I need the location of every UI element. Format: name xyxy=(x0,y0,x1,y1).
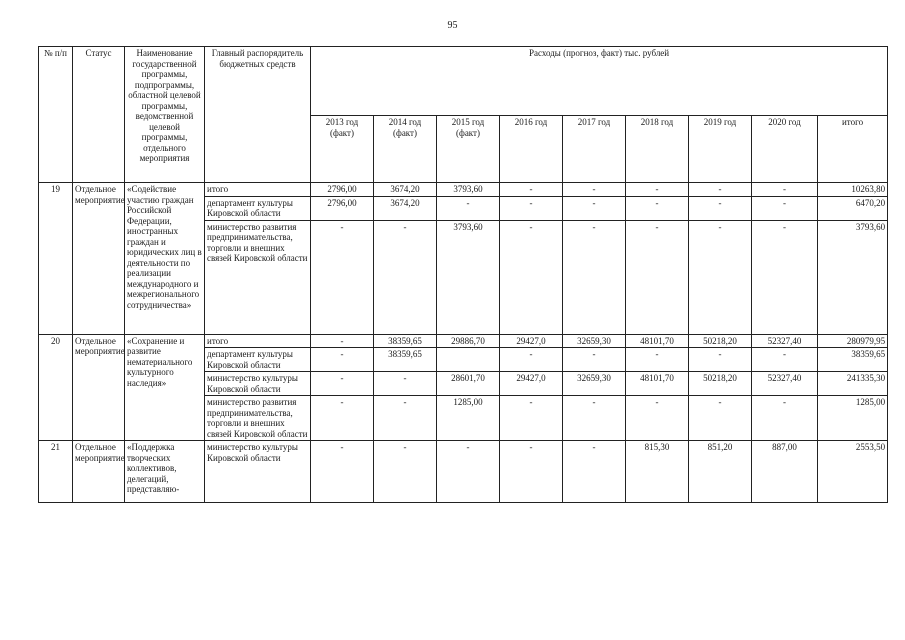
header-expenses: Расходы (прогноз, факт) тыс. рублей xyxy=(311,47,888,116)
cell-value: 38359,65 xyxy=(374,334,437,348)
cell-value: 3793,60 xyxy=(437,220,500,334)
cell-total: 10263,80 xyxy=(818,183,888,197)
cell-total: 1285,00 xyxy=(818,396,888,441)
cell-value xyxy=(437,348,500,372)
cell-value: - xyxy=(563,348,626,372)
cell-value: 48101,70 xyxy=(626,372,689,396)
row-status: Отдельное мероприятие xyxy=(73,441,125,503)
cell-value: - xyxy=(311,334,374,348)
cell-value: - xyxy=(752,396,818,441)
cell-value: - xyxy=(626,196,689,220)
cell-value: - xyxy=(689,348,752,372)
cell-value: - xyxy=(689,196,752,220)
row-admin: министерство культуры Кировской области xyxy=(205,441,311,503)
cell-value: - xyxy=(689,220,752,334)
cell-value: 851,20 xyxy=(689,441,752,503)
cell-value: - xyxy=(374,441,437,503)
cell-value: - xyxy=(311,372,374,396)
cell-value: 1285,00 xyxy=(437,396,500,441)
cell-value: - xyxy=(689,183,752,197)
cell-value: 52327,40 xyxy=(752,334,818,348)
header-year: 2014 год (факт) xyxy=(374,116,437,183)
cell-value: 2796,00 xyxy=(311,196,374,220)
cell-total: 6470,20 xyxy=(818,196,888,220)
cell-value: - xyxy=(311,441,374,503)
row-name: «Сохранение и развитие нематериального культурного наследия» xyxy=(125,334,205,441)
cell-value: 52327,40 xyxy=(752,372,818,396)
header-year: 2019 год xyxy=(689,116,752,183)
row-status: Отдельное мероприятие xyxy=(73,183,125,335)
header-year: 2020 год xyxy=(752,116,818,183)
cell-value: - xyxy=(500,196,563,220)
cell-value: - xyxy=(437,196,500,220)
cell-value: - xyxy=(563,220,626,334)
header-num: № п/п xyxy=(39,47,73,183)
cell-value: - xyxy=(500,220,563,334)
cell-value: 29427,0 xyxy=(500,334,563,348)
cell-value: 887,00 xyxy=(752,441,818,503)
row-name: «Содействие участию граждан Российской Федерации, иностранных граждан и юридических лиц в деятельности по реализации международного и межрегионального сотрудничества» xyxy=(125,183,205,335)
cell-value: - xyxy=(437,441,500,503)
cell-total: 38359,65 xyxy=(818,348,888,372)
cell-value: 3674,20 xyxy=(374,183,437,197)
cell-value: - xyxy=(500,396,563,441)
cell-value: 50218,20 xyxy=(689,372,752,396)
header-name: Наименование государственной программы, подпрограммы, областной целевой программы, ведомственной целевой программы, отдельного мероприятия xyxy=(125,47,205,183)
cell-value: 32659,30 xyxy=(563,334,626,348)
header-row xyxy=(39,47,888,116)
cell-value: 29427,0 xyxy=(500,372,563,396)
header-status: Статус xyxy=(73,47,125,183)
cell-value: - xyxy=(563,183,626,197)
row-admin: министерство развития предпринимательства, торговли и внешних связей Кировской области xyxy=(205,220,311,334)
cell-value: 3793,60 xyxy=(437,183,500,197)
cell-total: 280979,95 xyxy=(818,334,888,348)
cell-value: - xyxy=(500,441,563,503)
cell-value: - xyxy=(500,183,563,197)
cell-value: - xyxy=(752,196,818,220)
row-status: Отдельное мероприятие xyxy=(73,334,125,441)
row-num: 21 xyxy=(39,441,73,503)
cell-value: 50218,20 xyxy=(689,334,752,348)
table-row xyxy=(39,183,888,197)
cell-value: 28601,70 xyxy=(437,372,500,396)
cell-value: 38359,65 xyxy=(374,348,437,372)
header-year: 2016 год xyxy=(500,116,563,183)
cell-value: - xyxy=(374,372,437,396)
cell-value: - xyxy=(563,396,626,441)
cell-total: 3793,60 xyxy=(818,220,888,334)
cell-value: 48101,70 xyxy=(626,334,689,348)
row-admin: министерство культуры Кировской области xyxy=(205,372,311,396)
cell-value: - xyxy=(563,196,626,220)
row-admin: итого xyxy=(205,334,311,348)
cell-total: 2553,50 xyxy=(818,441,888,503)
cell-value: - xyxy=(311,348,374,372)
cell-value: - xyxy=(626,348,689,372)
page-number: 95 xyxy=(447,20,458,31)
cell-value: - xyxy=(752,183,818,197)
header-admin: Главный распорядитель бюджетных средств xyxy=(205,47,311,183)
header-year: 2017 год xyxy=(563,116,626,183)
cell-value: 29886,70 xyxy=(437,334,500,348)
cell-value: - xyxy=(311,220,374,334)
budget-table xyxy=(38,46,888,503)
table-row xyxy=(39,334,888,348)
header-year: 2015 год (факт) xyxy=(437,116,500,183)
cell-value: - xyxy=(626,220,689,334)
cell-value: 815,30 xyxy=(626,441,689,503)
header-year: 2018 год xyxy=(626,116,689,183)
row-admin: департамент культуры Кировской области xyxy=(205,348,311,372)
cell-total: 241335,30 xyxy=(818,372,888,396)
table-row xyxy=(39,441,888,503)
cell-value: - xyxy=(500,348,563,372)
cell-value: - xyxy=(311,396,374,441)
cell-value: - xyxy=(374,396,437,441)
cell-value: 3674,20 xyxy=(374,196,437,220)
row-admin: министерство развития предпринимательства, торговли и внешних связей Кировской области xyxy=(205,396,311,441)
cell-value: 32659,30 xyxy=(563,372,626,396)
row-num: 20 xyxy=(39,334,73,441)
cell-value: - xyxy=(689,396,752,441)
row-admin: департамент культуры Кировской области xyxy=(205,196,311,220)
cell-value: 2796,00 xyxy=(311,183,374,197)
cell-value: - xyxy=(626,183,689,197)
cell-value: - xyxy=(752,348,818,372)
cell-value: - xyxy=(752,220,818,334)
cell-value: - xyxy=(374,220,437,334)
cell-value: - xyxy=(563,441,626,503)
header-total: итого xyxy=(818,116,888,183)
row-name: «Поддержка творческих коллективов, делегаций, представляю- xyxy=(125,441,205,503)
row-admin: итого xyxy=(205,183,311,197)
header-year: 2013 год (факт) xyxy=(311,116,374,183)
row-num: 19 xyxy=(39,183,73,335)
cell-value: - xyxy=(626,396,689,441)
